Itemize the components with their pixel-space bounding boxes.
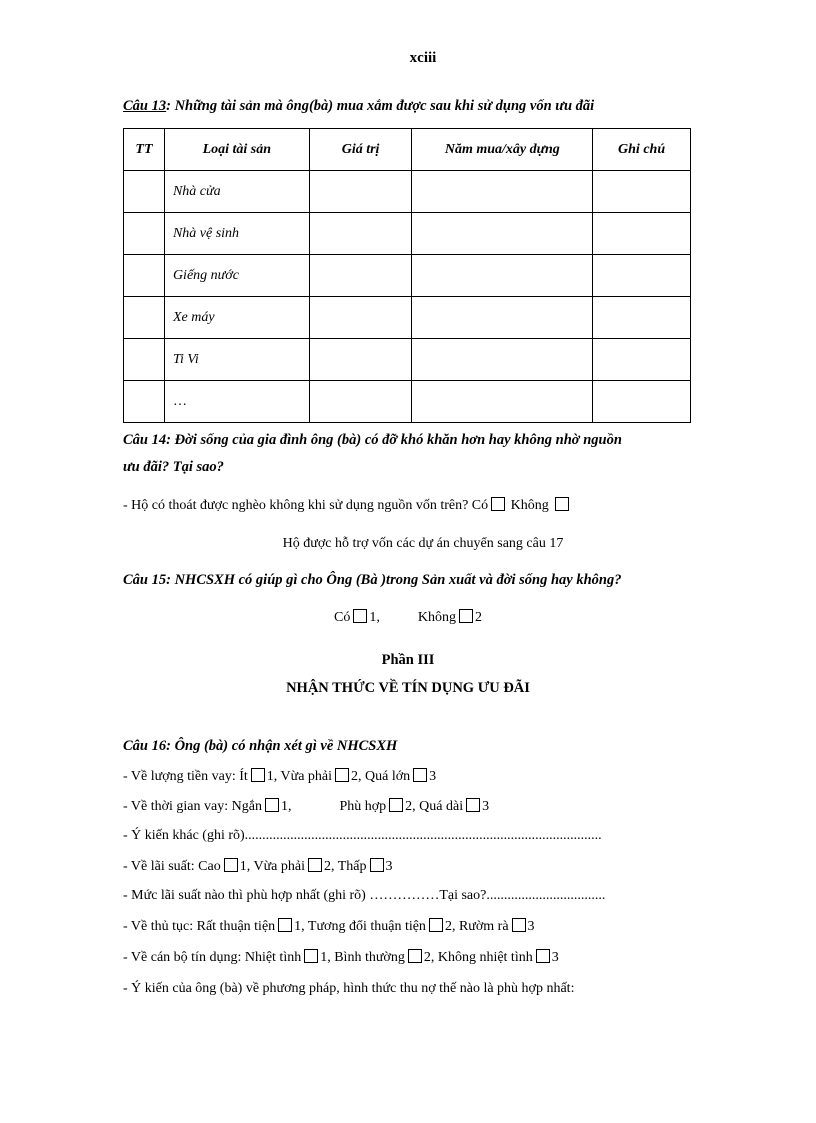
table-cell — [124, 213, 165, 255]
no-label: Không — [510, 498, 549, 513]
question-13-label: Câu 13 — [123, 98, 167, 114]
checkbox[interactable] — [224, 858, 238, 872]
yes-checkbox[interactable] — [353, 609, 367, 623]
table-cell — [309, 213, 412, 255]
assets-table — [123, 128, 691, 423]
question-16: Câu 16: Ông (bà) có nhận xét gì về NHCSXH — [123, 738, 398, 754]
table-cell — [412, 339, 593, 381]
table-cell — [309, 255, 412, 297]
suitable-rate-line: - Mức lãi suất nào thì phù hợp nhất (ghi rõ) ……………Tại sao?.................................. — [123, 888, 606, 903]
collection-method-line: - Ý kiến của ông (bà) về phương pháp, hình thức thu nợ thế nào là phù hợp nhất: — [123, 981, 575, 996]
no-checkbox[interactable] — [555, 497, 569, 511]
asset-name: Nhà vệ sinh — [164, 213, 309, 255]
table-row — [124, 297, 691, 339]
option-label: 2, Quá dài — [405, 799, 464, 814]
option-label: 1, Vừa phải — [239, 859, 305, 874]
table-row — [124, 339, 691, 381]
table-cell — [412, 297, 593, 339]
table-cell — [412, 171, 593, 213]
question-13 — [123, 98, 594, 115]
table-header-row — [124, 129, 691, 171]
asset-name: … — [164, 381, 309, 423]
checkbox[interactable] — [251, 768, 265, 782]
header-tt: TT — [124, 129, 165, 171]
question-14-line2: ưu đãi? Tại sao? — [123, 459, 224, 475]
question-15-options — [0, 609, 816, 626]
option-label: 2, Không nhiệt tình — [423, 950, 533, 965]
header-year: Năm mua/xây dựng — [412, 129, 593, 171]
header-asset-type: Loại tài sản — [164, 129, 309, 171]
procedure-label: - Về thủ tục: Rất thuận tiện — [123, 919, 276, 934]
table-cell — [124, 255, 165, 297]
table-cell — [124, 339, 165, 381]
no-code: 2 — [474, 610, 482, 625]
part-subtitle: NHẬN THỨC VỀ TÍN DỤNG ƯU ĐÃI — [286, 680, 530, 696]
table-cell — [593, 255, 691, 297]
table-row — [124, 213, 691, 255]
table-cell — [593, 171, 691, 213]
header-note: Ghi chú — [593, 129, 691, 171]
table-cell — [593, 213, 691, 255]
table-cell — [309, 171, 412, 213]
part-title: Phần III — [381, 652, 435, 668]
asset-name: Nhà cửa — [164, 171, 309, 213]
table-cell — [412, 255, 593, 297]
checkbox[interactable] — [304, 949, 318, 963]
checkbox[interactable] — [536, 949, 550, 963]
loan-amount-label: - Về lượng tiền vay: Ít — [123, 769, 248, 784]
option-label: 2, Rườm rà — [444, 919, 509, 934]
checkbox[interactable] — [413, 768, 427, 782]
no-checkbox[interactable] — [459, 609, 473, 623]
question-14-line1: Câu 14: Đời sống của gia đình ông (bà) có đỡ khó khăn hơn hay không nhờ nguồn — [123, 432, 622, 448]
loan-amount-line — [123, 768, 436, 785]
skip-instruction: Hộ được hỗ trợ vốn các dự án chuyển sang câu 17 — [282, 536, 564, 551]
poverty-escape-line — [123, 497, 571, 514]
page-number: xciii — [409, 50, 437, 66]
checkbox[interactable] — [512, 918, 526, 932]
table-cell — [593, 297, 691, 339]
table-row — [124, 381, 691, 423]
table-cell — [412, 213, 593, 255]
option-label: 3 — [482, 799, 490, 814]
option-label: Phù hợp — [339, 799, 387, 814]
table-cell — [124, 171, 165, 213]
option-label: 1, — [280, 799, 292, 814]
loan-term-label: - Về thời gian vay: Ngắn — [123, 799, 262, 814]
checkbox[interactable] — [370, 858, 384, 872]
option-label: 2, Thấp — [324, 859, 367, 874]
checkbox[interactable] — [335, 768, 349, 782]
checkbox[interactable] — [265, 798, 279, 812]
other-opinion-line: - Ý kiến khác (ghi rõ)...................................................................................................... — [123, 828, 602, 843]
asset-name: Xe máy — [164, 297, 309, 339]
interest-rate-line — [123, 858, 393, 875]
yes-code: 1, — [369, 610, 380, 625]
poverty-escape-text: - Hộ có thoát được nghèo không khi sử dụng nguồn vốn trên? Có — [123, 498, 489, 513]
credit-officer-line — [123, 949, 559, 966]
option-label: 2, Quá lớn — [351, 769, 411, 784]
yes-checkbox[interactable] — [491, 497, 505, 511]
option-label: 3 — [429, 769, 437, 784]
option-label: 1, Bình thường — [320, 950, 405, 965]
option-label: 3 — [385, 859, 393, 874]
checkbox[interactable] — [466, 798, 480, 812]
question-13-text: : Những tài sản mà ông(bà) mua xắm được sau khi sử dụng vốn ưu đãi — [166, 98, 595, 114]
checkbox[interactable] — [429, 918, 443, 932]
checkbox[interactable] — [278, 918, 292, 932]
table-cell — [412, 381, 593, 423]
table-cell — [309, 297, 412, 339]
no-label: Không — [417, 610, 456, 625]
yes-label: Có — [334, 610, 351, 625]
table-cell — [124, 297, 165, 339]
option-label: 1, Tương đổi thuận tiện — [294, 919, 426, 934]
credit-officer-label: - Về cán bộ tín dụng: Nhiệt tình — [123, 950, 302, 965]
asset-name: Giếng nước — [164, 255, 309, 297]
option-label: 3 — [527, 919, 535, 934]
interest-rate-label: - Về lãi suất: Cao — [123, 859, 221, 874]
table-row — [124, 255, 691, 297]
option-label: 1, Vừa phải — [266, 769, 333, 784]
checkbox[interactable] — [308, 858, 322, 872]
table-cell — [124, 381, 165, 423]
table-cell — [593, 381, 691, 423]
checkbox[interactable] — [408, 949, 422, 963]
option-label: 3 — [551, 950, 559, 965]
header-value: Giá trị — [309, 129, 412, 171]
table-cell — [593, 339, 691, 381]
table-cell — [309, 381, 412, 423]
procedure-line — [123, 918, 535, 935]
table-row — [124, 171, 691, 213]
table-cell — [309, 339, 412, 381]
asset-name: Ti Vi — [164, 339, 309, 381]
loan-term-line — [123, 798, 489, 815]
checkbox[interactable] — [389, 798, 403, 812]
question-15: Câu 15: NHCSXH có giúp gì cho Ông (Bà )trong Sản xuất và đời sống hay không? — [123, 572, 622, 588]
